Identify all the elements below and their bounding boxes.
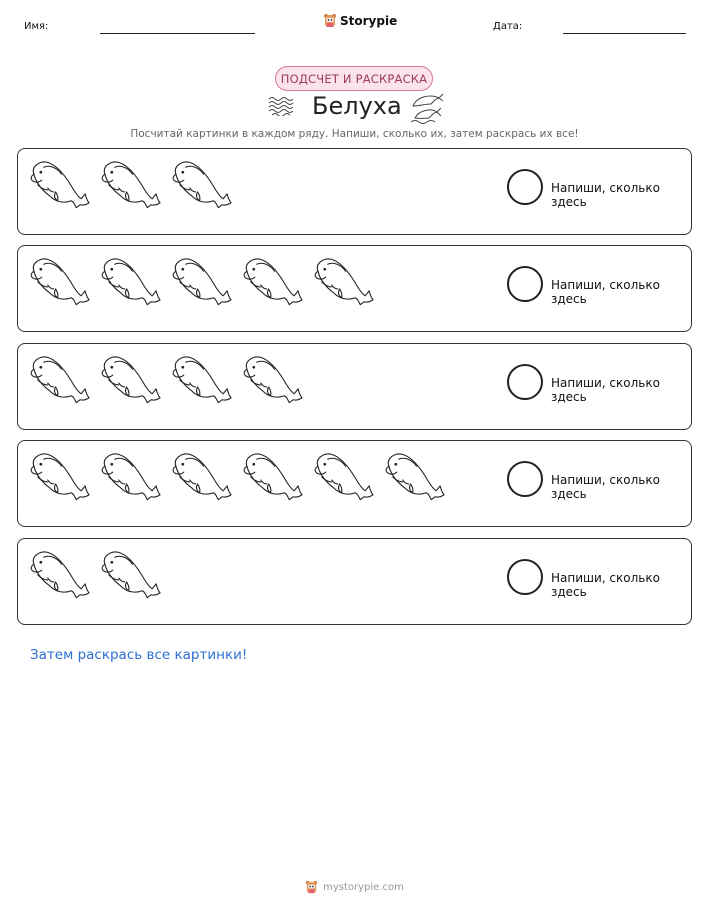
name-label: Имя: <box>24 21 49 32</box>
counting-row <box>17 148 692 235</box>
answer-circle[interactable] <box>507 364 543 400</box>
coloring-note: Затем раскрась все картинки! <box>30 647 248 663</box>
beluga-whale-icon <box>241 255 306 311</box>
beluga-whale-icon <box>241 353 306 409</box>
counting-row <box>17 538 692 625</box>
answer-label: Напиши, сколько здесь <box>551 278 660 306</box>
beluga-whale-icon <box>28 548 93 604</box>
name-field[interactable] <box>100 33 255 34</box>
whale-group <box>28 353 306 409</box>
beluga-whale-icon <box>99 158 164 214</box>
date-label: Дата: <box>493 21 523 32</box>
beluga-whale-icon <box>99 548 164 604</box>
whale-group <box>28 255 377 311</box>
waves-icon <box>268 96 298 116</box>
beluga-whale-icon <box>28 158 93 214</box>
counting-row <box>17 245 692 332</box>
dolphins-icon <box>409 90 445 124</box>
footer <box>0 880 709 895</box>
beluga-whale-icon <box>28 450 93 506</box>
answer-label: Напиши, сколько здесь <box>551 181 660 209</box>
beluga-whale-icon <box>28 255 93 311</box>
bear-mascot-icon <box>305 880 318 895</box>
whale-group <box>28 548 164 604</box>
beluga-whale-icon <box>99 353 164 409</box>
bear-mascot-icon <box>323 13 337 29</box>
answer-circle[interactable] <box>507 266 543 302</box>
beluga-whale-icon <box>170 450 235 506</box>
answer-circle[interactable] <box>507 169 543 205</box>
beluga-whale-icon <box>312 450 377 506</box>
counting-row <box>17 440 692 527</box>
beluga-whale-icon <box>170 353 235 409</box>
instructions: Посчитай картинки в каждом ряду. Напиши, сколько их, затем раскрась их все! <box>130 128 579 140</box>
beluga-whale-icon <box>241 450 306 506</box>
answer-circle[interactable] <box>507 559 543 595</box>
page-title: Белуха <box>312 92 402 120</box>
beluga-whale-icon <box>28 353 93 409</box>
beluga-whale-icon <box>99 255 164 311</box>
answer-circle[interactable] <box>507 461 543 497</box>
brand-name: Storypie <box>340 14 398 28</box>
beluga-whale-icon <box>312 255 377 311</box>
beluga-whale-icon <box>383 450 448 506</box>
whale-group <box>28 450 448 506</box>
answer-label: Напиши, сколько здесь <box>551 473 660 501</box>
date-field[interactable] <box>563 33 686 34</box>
answer-label: Напиши, сколько здесь <box>551 571 660 599</box>
site-url[interactable]: mystorypie.com <box>323 882 404 893</box>
answer-label: Напиши, сколько здесь <box>551 376 660 404</box>
counting-row <box>17 343 692 430</box>
storypie-logo <box>323 13 397 29</box>
beluga-whale-icon <box>170 158 235 214</box>
whale-group <box>28 158 235 214</box>
beluga-whale-icon <box>170 255 235 311</box>
category-badge: ПОДСЧЕТ И РАСКРАСКА <box>275 66 433 91</box>
beluga-whale-icon <box>99 450 164 506</box>
